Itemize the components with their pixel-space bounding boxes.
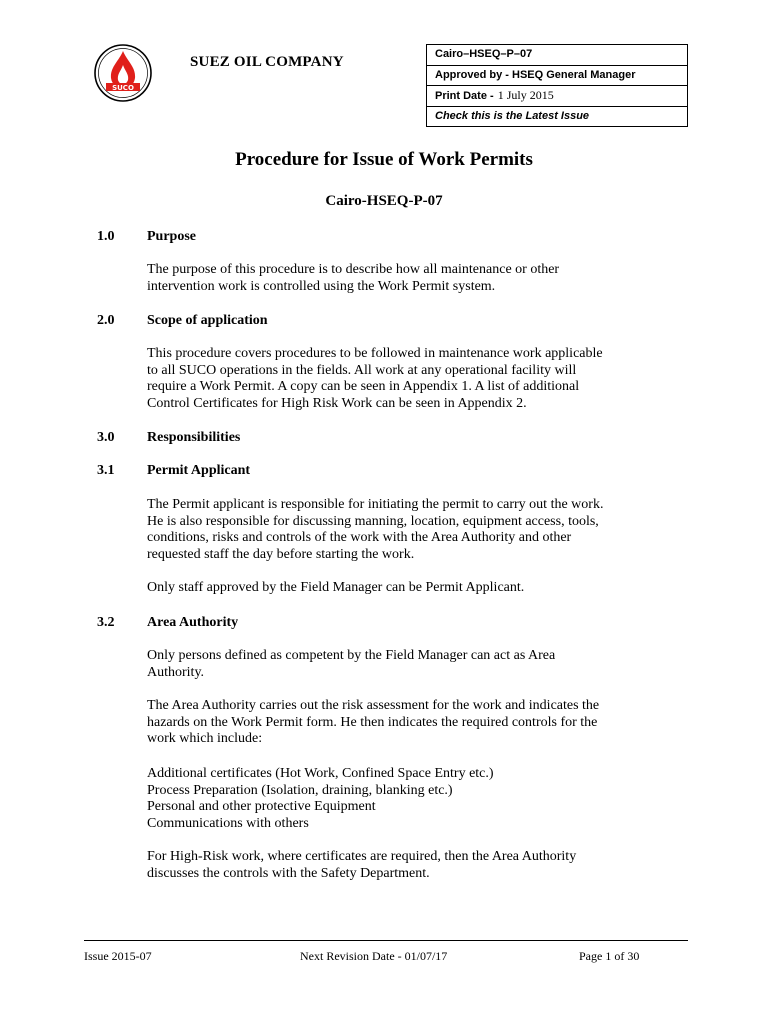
footer-divider — [84, 940, 688, 941]
section-heading-permit-applicant: Permit Applicant — [147, 463, 251, 478]
permit-applicant-note: Only staff approved by the Field Manager can be Permit Applicant. — [147, 580, 525, 595]
section-heading-responsibilities: Responsibilities — [147, 430, 241, 445]
permit-applicant-paragraph: The Permit applicant is responsible for initiating the permit to carry out the work. He is also responsible for discussing manning, location, equipment access, tools, conditions, risks and controls of the work with the Area Authority and other requested staff the day before starting the work. — [147, 497, 604, 562]
high-risk-paragraph: For High-Risk work, where certificates are required, then the Area Authority discusses the controls with the Safety Department. — [147, 849, 577, 881]
suco-logo — [93, 43, 153, 103]
section-number: 3.1 — [97, 463, 115, 478]
doc-reference: Cairo–HSEQ–P–07 — [427, 45, 687, 66]
footer-issue: Issue 2015-07 — [84, 949, 152, 963]
latest-issue-note: Check this is the Latest Issue — [435, 109, 590, 122]
company-name: SUEZ OIL COMPANY — [190, 54, 344, 70]
list-item: Additional certificates (Hot Work, Confined Space Entry etc.) — [147, 766, 494, 781]
approved-by: Approved by - HSEQ General Manager — [427, 66, 687, 87]
section-heading-scope: Scope of application — [147, 313, 268, 328]
document-control-box — [426, 44, 688, 127]
print-date-row — [427, 86, 687, 107]
document-code: Cairo-HSEQ-P-07 — [325, 193, 443, 209]
footer-next-revision: Next Revision Date - 01/07/17 — [300, 949, 448, 963]
scope-paragraph: This procedure covers procedures to be followed in maintenance work applicable to all SUCO operations in the fields. All work at any operational facility will require a Work Permit. A copy can be seen in Appendix 1. A list of additional Control Certificates for High Risk Work can be seen in Appendix 2. — [147, 346, 603, 411]
section-number: 3.0 — [97, 430, 115, 445]
area-authority-risk-paragraph: The Area Authority carries out the risk assessment for the work and indicates the hazards on the Work Permit form. He then indicates the required controls for the work which include: — [147, 698, 600, 746]
list-item: Personal and other protective Equipment — [147, 799, 376, 814]
section-heading-purpose: Purpose — [147, 229, 196, 244]
print-date-value: 1 July 2015 — [497, 88, 554, 102]
purpose-paragraph: The purpose of this procedure is to describe how all maintenance or other intervention work is controlled using the Work Permit system. — [147, 262, 560, 294]
section-number: 2.0 — [97, 313, 115, 328]
list-item: Communications with others — [147, 815, 309, 831]
section-number: 3.2 — [97, 615, 115, 630]
section-heading-area-authority: Area Authority — [147, 615, 239, 630]
section-number: 1.0 — [97, 229, 115, 244]
controls-list — [147, 766, 627, 832]
footer-page-number: Page 1 of 30 — [579, 949, 640, 963]
list-item: Process Preparation (Isolation, draining, blanking etc.) — [147, 782, 453, 798]
print-date-label: Print Date - — [435, 90, 494, 102]
document-title: Procedure for Issue of Work Permits — [235, 149, 533, 170]
svg-text:SUCO: SUCO — [112, 84, 134, 92]
area-authority-paragraph: Only persons defined as competent by the Field Manager can act as Area Authority. — [147, 648, 556, 680]
